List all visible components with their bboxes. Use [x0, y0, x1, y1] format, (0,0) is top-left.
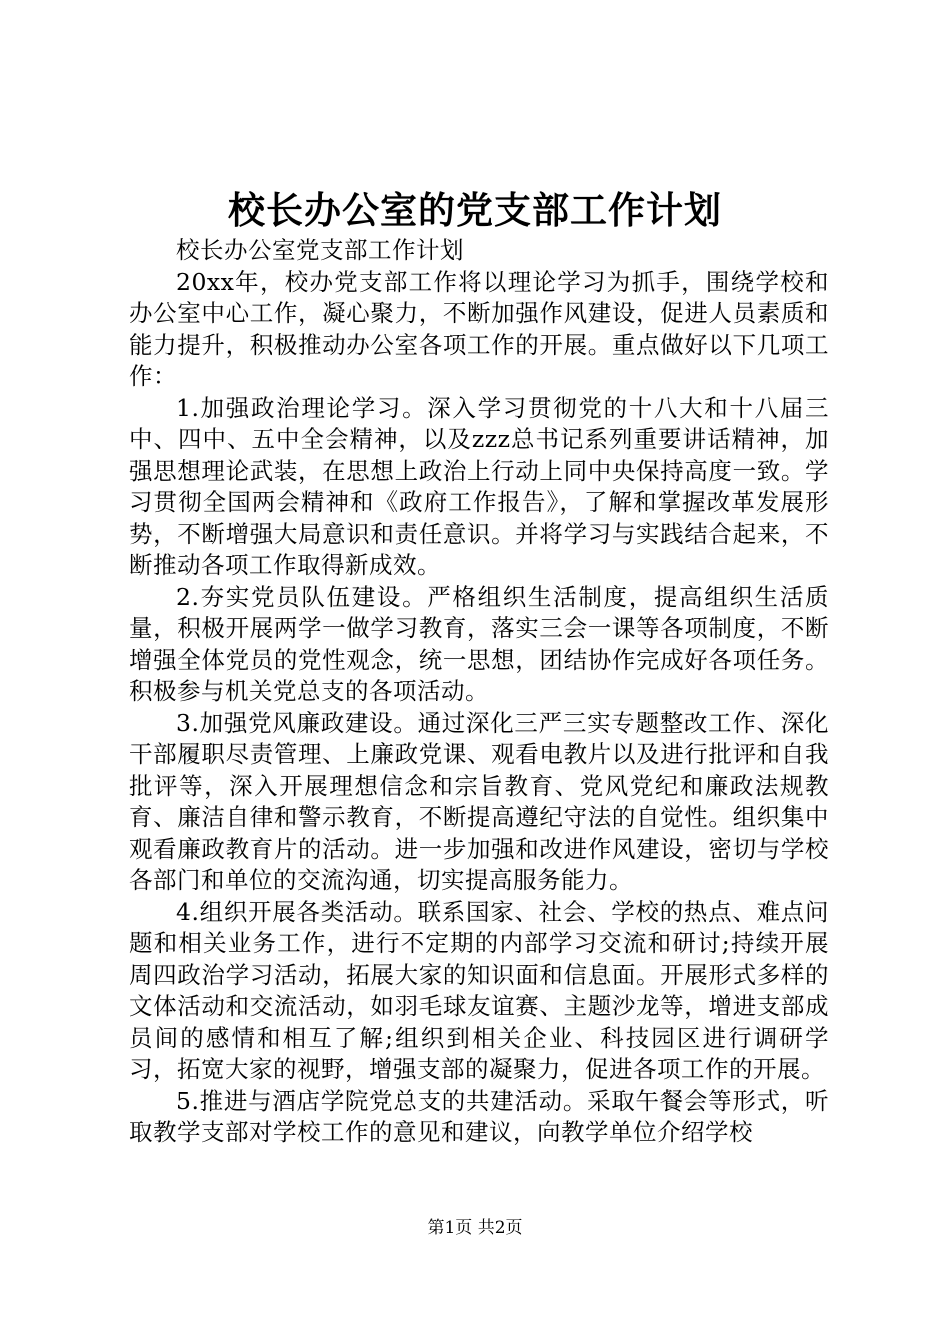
document-body [129, 235, 829, 1149]
paragraph-subtitle: 校长办公室党支部工作计划 [176, 236, 464, 264]
paragraph-item-2: 2.夯实党员队伍建设。严格组织生活制度，提高组织生活质量，积极开展两学一做学习教育，落实三会一课等各项制度，不断增强全体党员的党性观念，统一思想，团结协作完成好各项任务。积极参与机关党总支的各项活动。 [129, 582, 829, 705]
paragraph-intro: 20xx年，校办党支部工作将以理论学习为抓手，围绕学校和办公室中心工作，凝心聚力，不断加强作风建设，促进人员素质和能力提升，积极推动办公室各项工作的开展。重点做好以下几项工作： [129, 267, 829, 390]
paragraph-item-5: 5.推进与酒店学院党总支的共建活动。采取午餐会等形式，听取教学支部对学校工作的意见和建议，向教学单位介绍学校 [129, 1086, 829, 1146]
paragraph-item-3: 3.加强党风廉政建设。通过深化三严三实专题整改工作、深化干部履职尽责管理、上廉政党课、观看电教片以及进行批评和自我批评等，深入开展理想信念和宗旨教育、党风党纪和廉政法规教育、廉洁自律和警示教育，不断提高遵纪守法的自觉性。组织集中观看廉政教育片的活动。进一步加强和改进作风建设，密切与学校各部门和单位的交流沟通，切实提高服务能力。 [129, 708, 829, 894]
paragraph-item-1: 1.加强政治理论学习。深入学习贯彻党的十八大和十八届三中、四中、五中全会精神，以及zzz总书记系列重要讲话精神，加强思想理论武装，在思想上政治上行动上同中央保持高度一致。学习贯彻全国两会精神和《政府工作报告》，了解和掌握改革发展形势，不断增强大局意识和责任意识。并将学习与实践结合起来，不断推动各项工作取得新成效。 [129, 393, 829, 579]
document-title: 校长办公室的党支部工作计划 [228, 188, 722, 232]
paragraph-item-4: 4.组织开展各类活动。联系国家、社会、学校的热点、难点问题和相关业务工作，进行不定期的内部学习交流和研讨;持续开展周四政治学习活动，拓展大家的知识面和信息面。开展形式多样的文体活动和交流活动，如羽毛球友谊赛、主题沙龙等，增进支部成员间的感情和相互了解;组织到相关企业、科技园区进行调研学习，拓宽大家的视野，增强支部的凝聚力，促进各项工作的开展。 [129, 897, 829, 1083]
page-number-footer: 第1页 共2页 [427, 1218, 523, 1238]
